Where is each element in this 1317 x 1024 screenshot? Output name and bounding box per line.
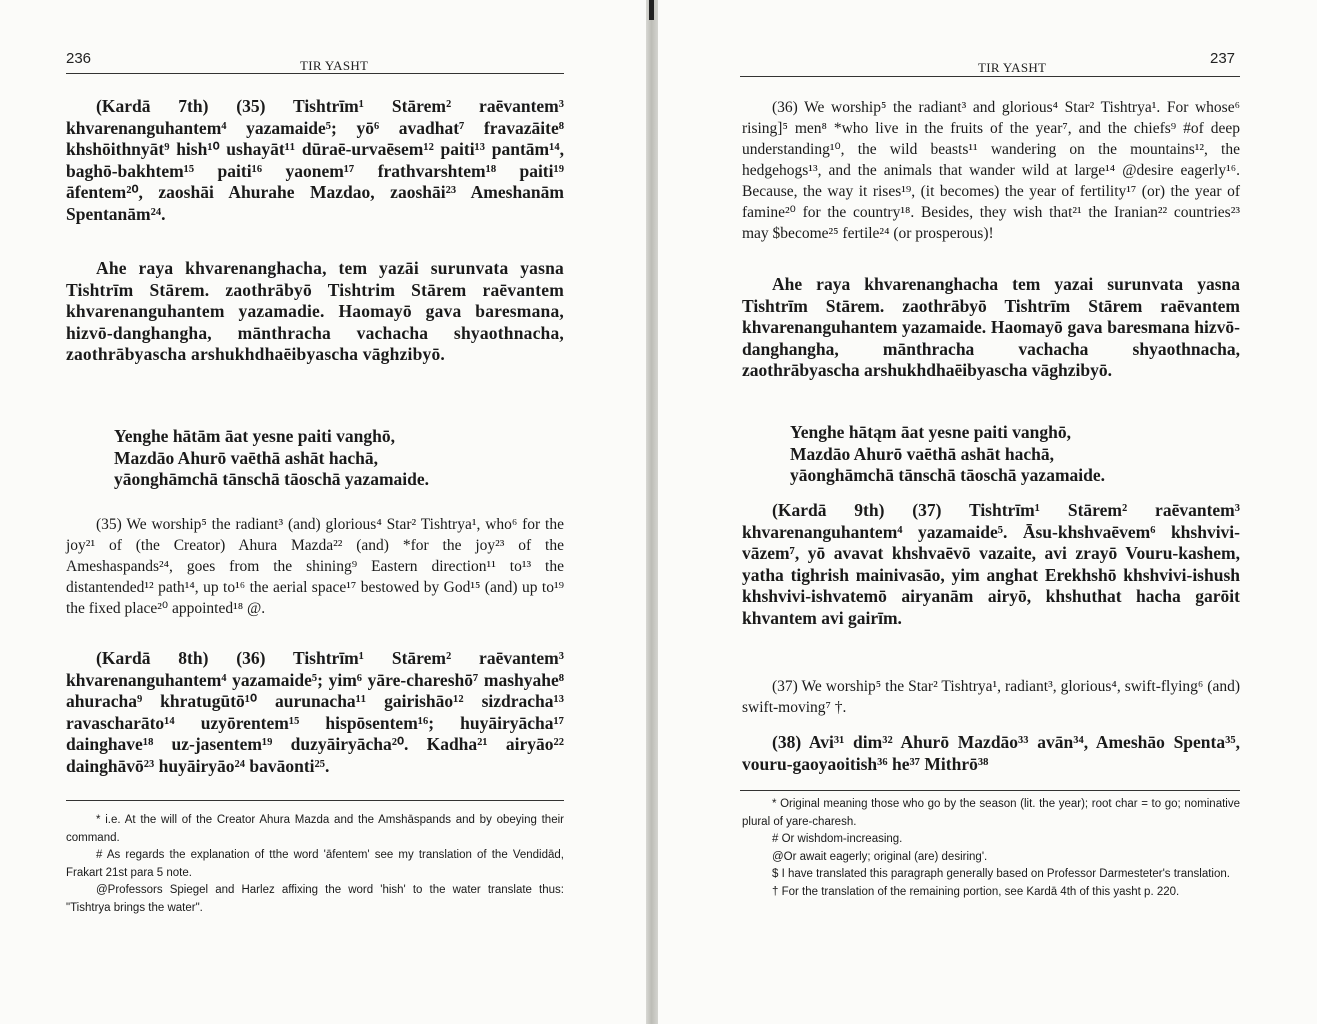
- left-page: [0, 0, 648, 1024]
- verse-38-avestan: (38) Avi³¹ dim³² Ahurō Mazdāo³³ avān³⁴, Ameshāo Spenta³⁵, vouru-gaoyaoitish³⁶ he³⁷ Mithrō³⁸: [742, 732, 1240, 774]
- footnote: † For the translation of the remaining portion, see Kardā 4th of this yasht p. 220.: [772, 885, 1180, 898]
- footnote: # As regards the explanation of tthe word 'āfentem' see my translation of the Vendidād, Frakart 21st para 5 note.: [66, 849, 564, 879]
- verse-37-translation: (37) We worship⁵ the Star² Tishtrya¹, radiant³, glorious⁴, swift-flying⁶ (and) swift-moving⁷ †.: [742, 678, 1240, 716]
- verse-line: Mazdāo Ahurō vaēthā ashāt hachā,: [114, 447, 378, 468]
- footnote: $ I have translated this paragraph generally based on Professor Darmesteter's translation.: [772, 868, 1230, 880]
- verse-line: Mazdāo Ahurō vaēthā ashāt hachā,: [790, 443, 1054, 464]
- footnote: * i.e. At the will of the Creator Ahura Mazda and the Amshāspands and by obeying their command.: [66, 814, 564, 844]
- kardā-8-avestan: (Kardā 8th) (36) Tishtrīm¹ Stārem² raēvantem³ khvarenanguhantem⁴ yazamaide⁵; yim⁶ yāre-chareshō⁷ mashyahe⁸ ahuracha⁹ khratugūtō¹⁰ aurunacha¹¹ gairishāo¹² sizdracha¹³ ravascharāto¹⁴ uzyōrentem¹⁵ hispōsentem¹⁶; huyāiryācha¹⁷ dainghave¹⁸ uz-jasentem¹⁹ duzyāiryācha²⁰. Kadha²¹ airyāo²² dainghāvō²³ huyāiryāo²⁴ bavāonti²⁵.: [66, 648, 564, 776]
- verse-35-translation: (35) We worship⁵ the radiant³ (and) glorious⁴ Star² Tishtrya¹, who⁶ for the joy²¹ of (the Creator) Ahura Mazda²² (and) *for the joy²³ of the Ameshaspands²⁴, goes from the shining⁹ Eastern direction¹¹ to¹³ the distantended¹² path¹⁴, up to¹⁶ the aerial space¹⁷ bestowed by God¹⁵ (and) up to¹⁹ the fixed place²⁰ appointed¹⁸ @.: [66, 516, 564, 617]
- right-page: [658, 0, 1317, 1024]
- verse-line: yāonghāmchā tānschā tāoschā yazamaide.: [114, 469, 430, 489]
- ahe-raya-avestan: Ahe raya khvarenanghacha tem yazai surunvata yasna Tishtrīm Stārem. zaothrābyō Tishtrīm Stārem raēvantem khvarenanguhantem yazamaide. Haomayō gava baresmana hizvō-danghangha, mānthracha vachacha shyaothnacha, zaothrābyascha arshukhdhaēibyascha vāghzibyō.: [742, 274, 1240, 380]
- page-number: 237: [1210, 50, 1236, 67]
- kardā-7-avestan: (Kardā 7th) (35) Tishtrīm¹ Stārem² raēvantem³ khvarenanguhantem⁴ yazamaide⁵; yō⁶ avadhat⁷ fravazāite⁸ khshōithnyāt⁹ hish¹⁰ ushayāt¹¹ dūraē-urvaēsem¹² paiti¹³ pantām¹⁴, baghō-bakhtem¹⁵ paiti¹⁶ yaonem¹⁷ frathvarshtem¹⁸ paiti¹⁹ āfentem²⁰, zaoshāi Ahurahe Mazdao, zaoshāi²³ Ameshanām Spentanām²⁴.: [66, 96, 564, 224]
- running-head: TIR YASHT: [300, 58, 369, 73]
- footnote: # Or wishdom-increasing.: [772, 833, 903, 845]
- verse-line: yāonghāmchā tānschā tāoschā yazamaide.: [790, 465, 1106, 485]
- verse-36-translation: (36) We worship⁵ the radiant³ and glorious⁴ Star² Tishtrya¹. For whose⁶ rising]⁵ men⁸ *who live in the fruits of the year⁷, and the chiefs⁹ #of deep understanding¹⁰, the wild beasts¹¹ wandering on the mountains¹², the hedgehogs¹³, and the animals that wander wild at large¹⁴ @desire eagerly¹⁶. Because, the way it rises¹⁹, (it becomes) the year of fertility¹⁷ (or) the year of famine²⁰ for the country¹⁸. Besides, they wish that²¹ the Iranian²² countries²³ may $become²⁵ fertile²⁴ (or prosperous)!: [742, 99, 1240, 242]
- page-number: 236: [66, 50, 92, 67]
- kardā-9-avestan: (Kardā 9th) (37) Tishtrīm¹ Stārem² raēvantem³ khvarenanguhantem⁴ yazamaide⁵. Āsu-khshvaēvem⁶ khshvivi-vāzem⁷, yō avavat khshvaēvō vazaite, avi zrayō Vouru-kashem, yatha tighrish mainivasāo, yim anghat Erekhshō khshvivi-ishush khshvivi-ishvatemō airyanām airyō, khshuthat hacha garōit khvantem avi gairīm.: [742, 500, 1240, 628]
- header-rule: [740, 76, 1240, 77]
- ahe-raya-avestan: Ahe raya khvarenanghacha, tem yazāi surunvata yasna Tishtrīm Stārem. zaothrābyō Tishtrim Stārem raēvantem khvarenanguhantem yazamadie. Haomayō gava baresmana, hizvō-danghangha, mānthracha vachacha shyaothnacha, zaothrābyascha arshukhdhaēibyascha vāghzibyō.: [66, 258, 564, 364]
- footnote: * Original meaning those who go by the season (lit. the year); root char = to go; nominative plural of yare-charesh.: [742, 798, 1240, 828]
- verse-line: Yenghe hātām āat yesne paiti vanghō,: [114, 426, 395, 446]
- yenghe-hatam-verse: [114, 426, 564, 491]
- running-head: TIR YASHT: [978, 60, 1047, 75]
- book-gutter: [646, 0, 658, 1024]
- yenghe-hatam-verse: [790, 422, 1240, 487]
- footnote-rule: [740, 790, 1240, 791]
- header-rule: [66, 73, 564, 74]
- verse-line: Yenghe hātąm āat yesne paiti vanghō,: [790, 422, 1071, 442]
- footnote-rule: [66, 800, 564, 801]
- footnotes: [742, 796, 1240, 901]
- footnote: @Professors Spiegel and Harlez affixing the word 'hish' to the water translate thus: "Tishtrya brings the water".: [66, 884, 564, 914]
- footnote: @Or await eagerly; original (are) desiring'.: [772, 850, 988, 863]
- footnotes: [66, 812, 564, 917]
